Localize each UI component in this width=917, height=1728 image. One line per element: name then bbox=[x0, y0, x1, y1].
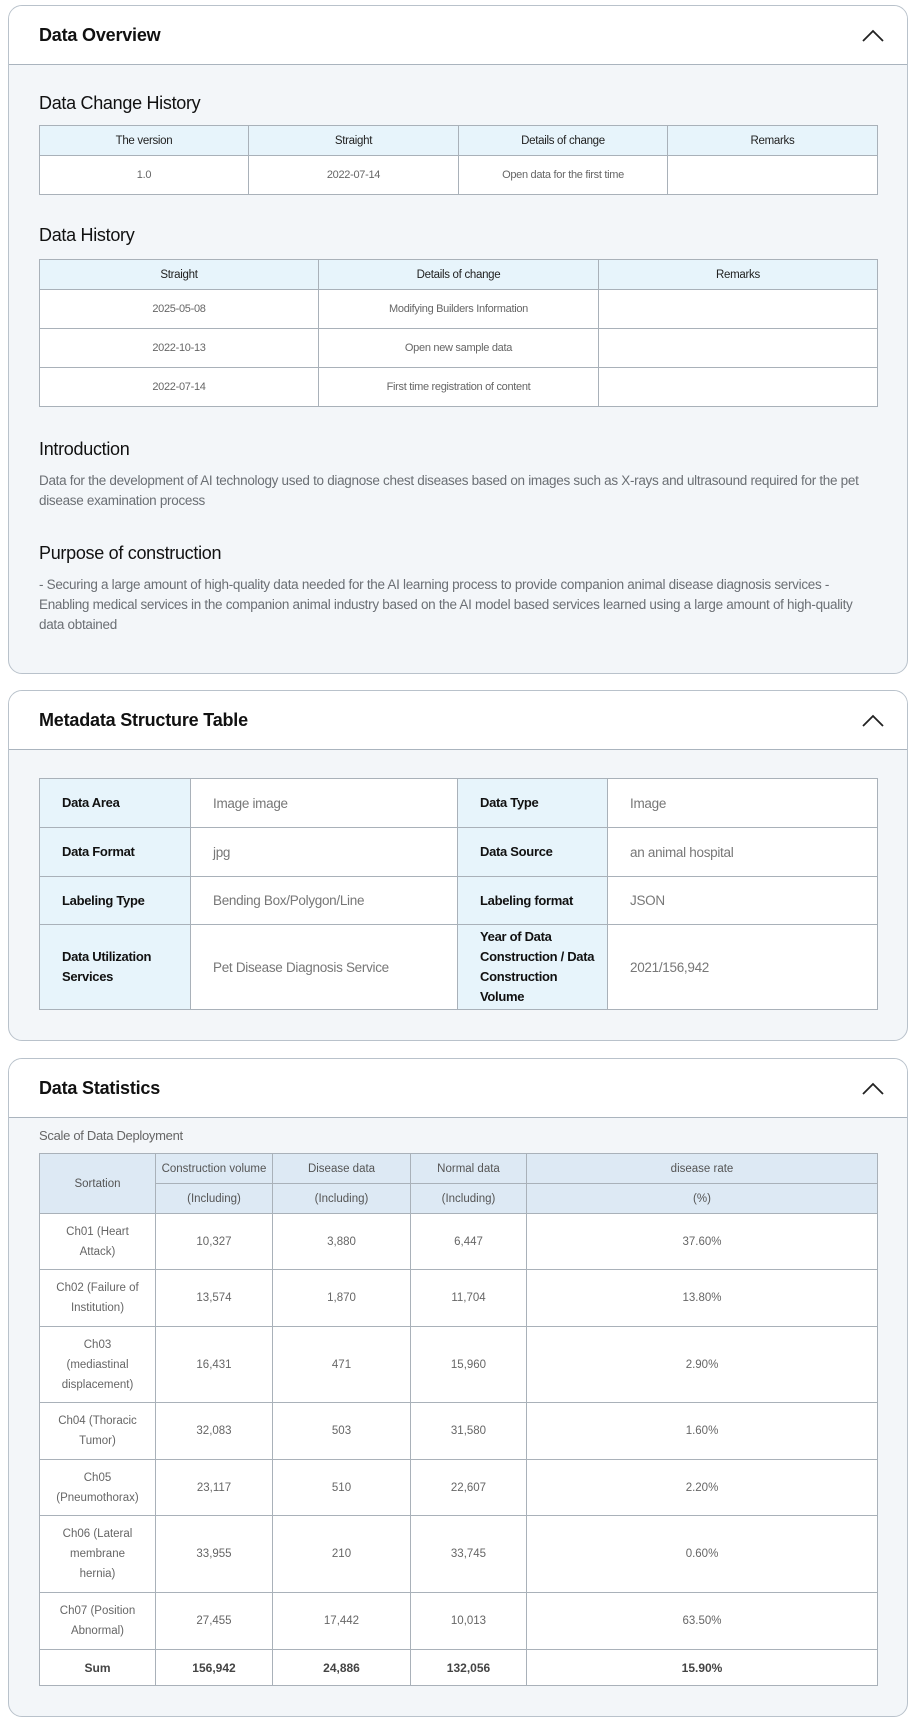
table-cell: 3,880 bbox=[273, 1214, 411, 1270]
field-value: Image bbox=[608, 779, 878, 828]
sum-row bbox=[40, 1650, 878, 1686]
table-cell: Modifying Builders Information bbox=[319, 290, 599, 329]
table-cell: Open new sample data bbox=[319, 329, 599, 368]
purpose-text: - Securing a large amount of high-quality data needed for the AI learning process to provide companion animal disease diagnosis services - Enabling medical services in the companion animal industry based on the AI model based services learned using a large amount of high-quality data obtained bbox=[39, 577, 853, 632]
table-cell: 33,745 bbox=[411, 1516, 527, 1593]
panel-title: Metadata Structure Table bbox=[39, 709, 248, 730]
field-label: Labeling Type bbox=[40, 877, 191, 925]
column-header: Normal data bbox=[411, 1154, 527, 1184]
column-subheader: (Including) bbox=[411, 1184, 527, 1214]
field-label: Labeling format bbox=[458, 877, 608, 925]
column-header: Straight bbox=[40, 260, 319, 290]
data-overview-header[interactable] bbox=[9, 6, 907, 65]
table-cell: First time registration of content bbox=[319, 368, 599, 407]
table-cell: Open data for the first time bbox=[459, 156, 668, 195]
field-label: Year of Data Construction / Data Construction Volume bbox=[458, 925, 608, 1010]
statistics-header[interactable] bbox=[9, 1059, 907, 1118]
row-label: Ch07 (Position Abnormal) bbox=[40, 1593, 156, 1650]
column-header: Straight bbox=[249, 126, 459, 156]
section-title: Introduction bbox=[39, 439, 130, 459]
table-cell: 11,704 bbox=[411, 1270, 527, 1327]
section-title: Data History bbox=[39, 225, 135, 245]
table-cell: 2022-07-14 bbox=[249, 156, 459, 195]
column-subheader: (%) bbox=[527, 1184, 878, 1214]
field-value: JSON bbox=[608, 877, 878, 925]
row-label: Sum bbox=[40, 1650, 156, 1686]
table-cell: 1.60% bbox=[527, 1403, 878, 1460]
table-row bbox=[40, 779, 878, 828]
table-cell bbox=[599, 329, 878, 368]
table-row bbox=[40, 1270, 878, 1327]
table-cell: 37.60% bbox=[527, 1214, 878, 1270]
metadata-table bbox=[39, 778, 878, 1010]
table-row bbox=[40, 368, 878, 407]
table-cell: 23,117 bbox=[156, 1460, 273, 1516]
table-caption: Scale of Data Deployment bbox=[39, 1128, 183, 1143]
table-cell: 13,574 bbox=[156, 1270, 273, 1327]
table-cell: 1,870 bbox=[273, 1270, 411, 1327]
section-title: Purpose of construction bbox=[39, 543, 222, 563]
metadata-panel bbox=[8, 690, 908, 1041]
column-header: Construction volume bbox=[156, 1154, 273, 1184]
table-cell: 2025-05-08 bbox=[40, 290, 319, 329]
chevron-up-icon[interactable] bbox=[861, 712, 885, 728]
column-header: The version bbox=[40, 126, 249, 156]
row-label: Ch03 (mediastinal displacement) bbox=[40, 1327, 156, 1403]
table-cell: 2022-10-13 bbox=[40, 329, 319, 368]
table-cell: 15,960 bbox=[411, 1327, 527, 1403]
table-cell: 0.60% bbox=[527, 1516, 878, 1593]
table-cell: 132,056 bbox=[411, 1650, 527, 1686]
field-label: Data Source bbox=[458, 828, 608, 877]
column-subheader: (Including) bbox=[273, 1184, 411, 1214]
table-cell: 13.80% bbox=[527, 1270, 878, 1327]
table-cell: 31,580 bbox=[411, 1403, 527, 1460]
introduction-text: Data for the development of AI technology used to diagnose chest diseases based on images such as X-rays and ultrasound required for the pet disease examination process bbox=[39, 473, 859, 508]
table-cell: 471 bbox=[273, 1327, 411, 1403]
table-row bbox=[40, 156, 878, 195]
table-row bbox=[40, 1593, 878, 1650]
chevron-up-icon[interactable] bbox=[861, 27, 885, 43]
table-row bbox=[40, 1516, 878, 1593]
table-cell: 2.90% bbox=[527, 1327, 878, 1403]
table-cell: 210 bbox=[273, 1516, 411, 1593]
column-header: Remarks bbox=[668, 126, 878, 156]
column-header: Details of change bbox=[319, 260, 599, 290]
table-cell: 27,455 bbox=[156, 1593, 273, 1650]
row-label: Ch06 (Lateral membrane hernia) bbox=[40, 1516, 156, 1593]
panel-title: Data Overview bbox=[39, 24, 161, 45]
table-cell bbox=[599, 368, 878, 407]
table-row bbox=[40, 1214, 878, 1270]
data-overview-panel bbox=[8, 5, 908, 674]
panel-title: Data Statistics bbox=[39, 1077, 161, 1098]
column-subheader: (Including) bbox=[156, 1184, 273, 1214]
table-cell: 6,447 bbox=[411, 1214, 527, 1270]
table-cell: 24,886 bbox=[273, 1650, 411, 1686]
table-cell: 503 bbox=[273, 1403, 411, 1460]
table-row bbox=[40, 925, 878, 1010]
field-label: Data Utilization Services bbox=[40, 925, 191, 1010]
chevron-up-icon[interactable] bbox=[861, 1080, 885, 1096]
column-header: Details of change bbox=[459, 126, 668, 156]
table-cell: 63.50% bbox=[527, 1593, 878, 1650]
table-row bbox=[40, 1403, 878, 1460]
change-history-table bbox=[39, 125, 878, 195]
field-value: Image image bbox=[191, 779, 458, 828]
table-cell: 156,942 bbox=[156, 1650, 273, 1686]
data-history-table bbox=[39, 259, 878, 407]
statistics-table bbox=[39, 1153, 878, 1686]
table-row bbox=[40, 329, 878, 368]
field-label: Data Format bbox=[40, 828, 191, 877]
table-cell: 16,431 bbox=[156, 1327, 273, 1403]
table-cell: 33,955 bbox=[156, 1516, 273, 1593]
table-row bbox=[40, 290, 878, 329]
field-label: Data Type bbox=[458, 779, 608, 828]
field-value: Pet Disease Diagnosis Service bbox=[191, 925, 458, 1010]
row-label: Ch05 (Pneumothorax) bbox=[40, 1460, 156, 1516]
column-header: disease rate bbox=[527, 1154, 878, 1184]
table-cell: 15.90% bbox=[527, 1650, 878, 1686]
table-cell bbox=[668, 156, 878, 195]
row-label: Ch01 (Heart Attack) bbox=[40, 1214, 156, 1270]
field-value: an animal hospital bbox=[608, 828, 878, 877]
table-row bbox=[40, 1327, 878, 1403]
field-value: Bending Box/Polygon/Line bbox=[191, 877, 458, 925]
table-cell: 10,013 bbox=[411, 1593, 527, 1650]
metadata-header[interactable] bbox=[9, 691, 907, 750]
table-cell: 2022-07-14 bbox=[40, 368, 319, 407]
row-label: Ch02 (Failure of Institution) bbox=[40, 1270, 156, 1327]
table-cell: 10,327 bbox=[156, 1214, 273, 1270]
table-row bbox=[40, 877, 878, 925]
field-label: Data Area bbox=[40, 779, 191, 828]
table-cell bbox=[599, 290, 878, 329]
table-cell: 22,607 bbox=[411, 1460, 527, 1516]
table-cell: 2.20% bbox=[527, 1460, 878, 1516]
table-cell: 32,083 bbox=[156, 1403, 273, 1460]
table-cell: 17,442 bbox=[273, 1593, 411, 1650]
field-value: 2021/156,942 bbox=[608, 925, 878, 1010]
table-cell: 510 bbox=[273, 1460, 411, 1516]
table-cell: 1.0 bbox=[40, 156, 249, 195]
column-header: Disease data bbox=[273, 1154, 411, 1184]
column-header: Remarks bbox=[599, 260, 878, 290]
row-label: Ch04 (Thoracic Tumor) bbox=[40, 1403, 156, 1460]
column-header: Sortation bbox=[40, 1154, 156, 1214]
statistics-panel bbox=[8, 1058, 908, 1717]
section-title: Data Change History bbox=[39, 93, 201, 113]
table-row bbox=[40, 828, 878, 877]
field-value: jpg bbox=[191, 828, 458, 877]
table-row bbox=[40, 1460, 878, 1516]
